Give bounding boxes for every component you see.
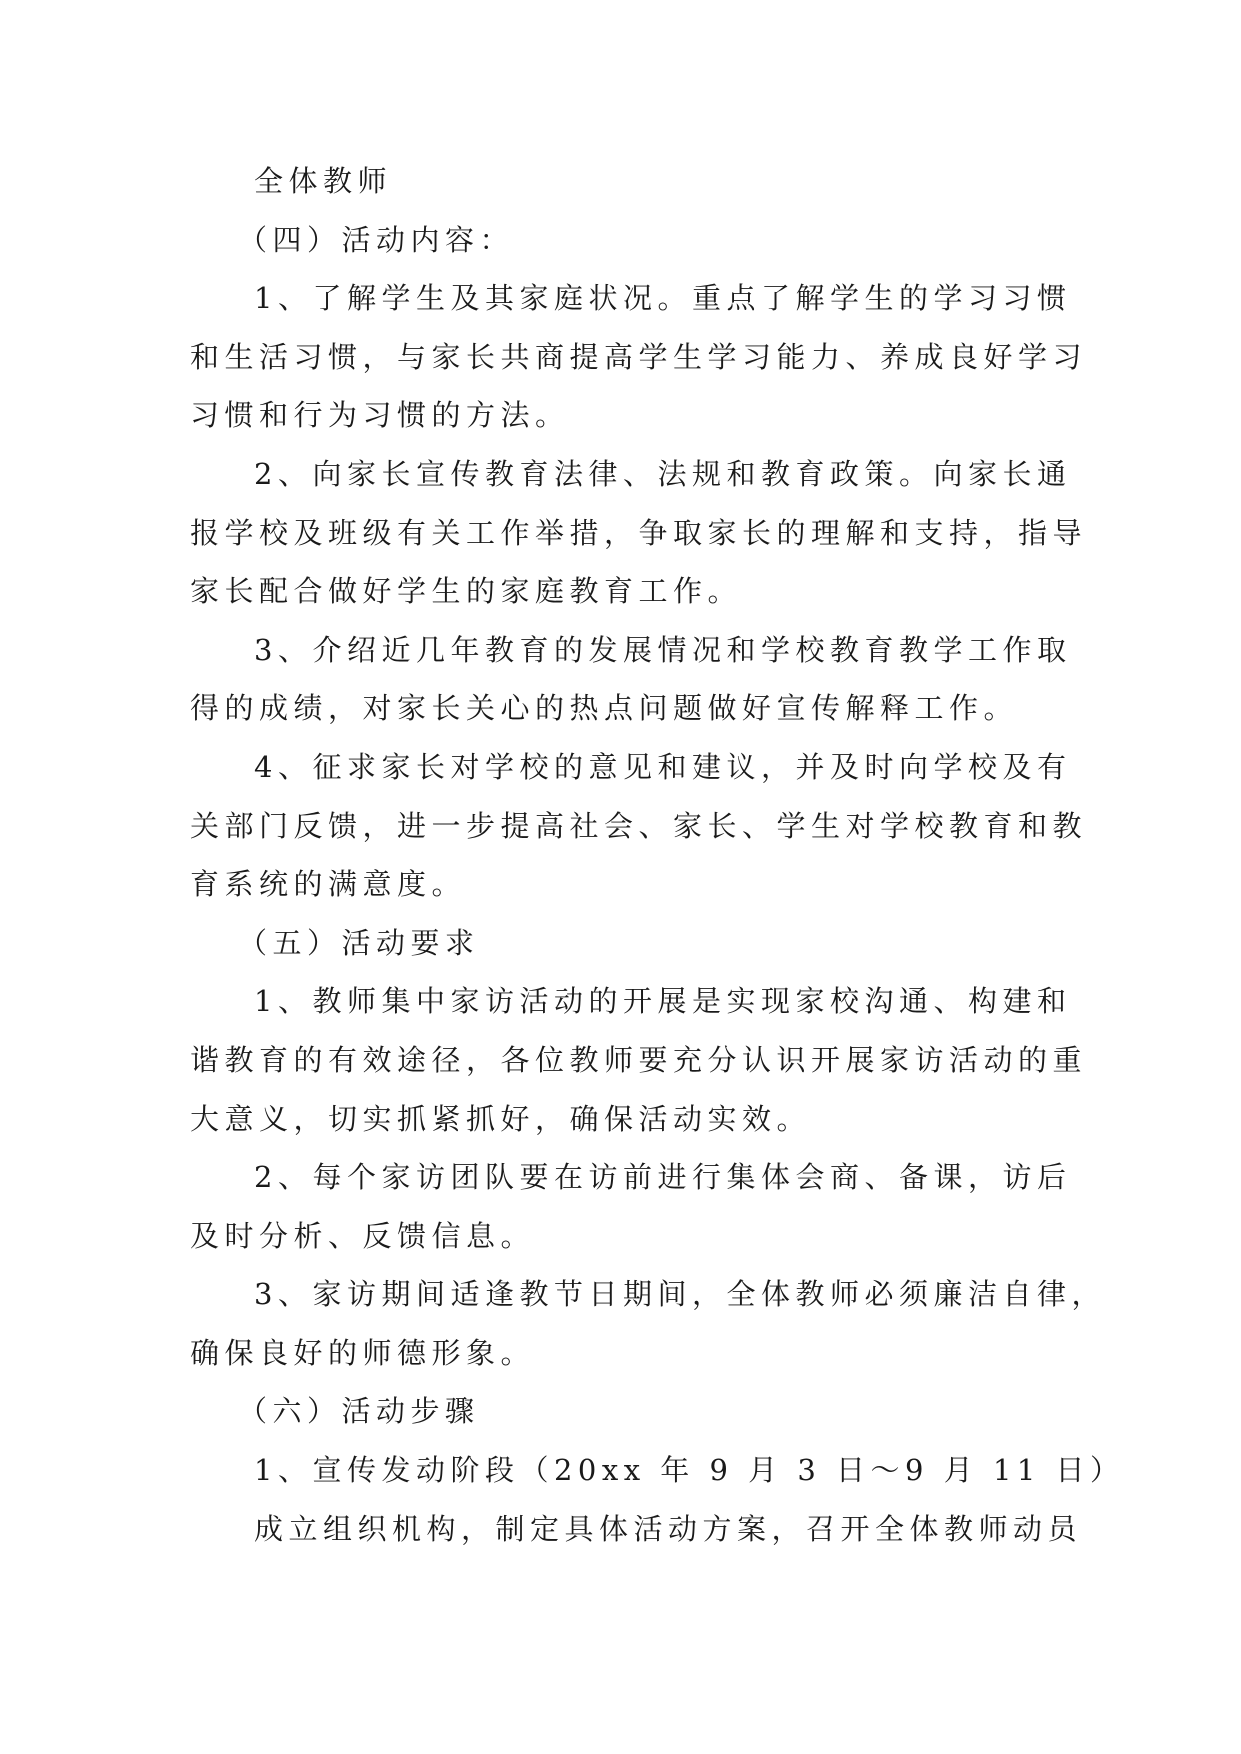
section-heading: （四）活动内容： bbox=[238, 222, 515, 257]
paragraph-line: 育系统的满意度。 bbox=[190, 867, 467, 902]
paragraph-line: 3、家访期间适逢教节日期间，全体教师必须廉洁自律， bbox=[254, 1277, 1106, 1312]
paragraph-line: 2、向家长宣传教育法律、法规和教育政策。向家长通 bbox=[254, 456, 1072, 491]
paragraph-line: 3、介绍近几年教育的发展情况和学校教育教学工作取 bbox=[254, 632, 1072, 667]
paragraph-line: 家长配合做好学生的家庭教育工作。 bbox=[190, 574, 743, 609]
paragraph-line: 得的成绩，对家长关心的热点问题做好宣传解释工作。 bbox=[190, 691, 1019, 726]
section-heading: （六）活动步骤 bbox=[238, 1394, 480, 1429]
paragraph-line: 关部门反馈，进一步提高社会、家长、学生对学校教育和教 bbox=[190, 808, 1088, 843]
paragraph-line: 1、教师集中家访活动的开展是实现家校沟通、构建和 bbox=[254, 984, 1072, 1019]
section-heading: （五）活动要求 bbox=[238, 925, 480, 960]
paragraph-line: 成立组织机构，制定具体活动方案，召开全体教师动员 bbox=[254, 1511, 1083, 1546]
paragraph-line: 全体教师 bbox=[254, 164, 393, 198]
paragraph-line: 2、每个家访团队要在访前进行集体会商、备课，访后 bbox=[254, 1160, 1072, 1195]
paragraph-line: 谐教育的有效途径，各位教师要充分认识开展家访活动的重 bbox=[190, 1042, 1088, 1077]
paragraph-line: 报学校及班级有关工作举措，争取家长的理解和支持，指导 bbox=[190, 515, 1088, 550]
paragraph-line: 习惯和行为习惯的方法。 bbox=[190, 398, 570, 433]
paragraph-line: 大意义，切实抓紧抓好，确保活动实效。 bbox=[190, 1101, 812, 1136]
paragraph-line: 和生活习惯，与家长共商提高学生学习能力、养成良好学习 bbox=[190, 339, 1088, 374]
paragraph-line: 确保良好的师德形象。 bbox=[190, 1335, 536, 1370]
document-body bbox=[190, 152, 1125, 1558]
paragraph-line: 1、宣传发动阶段（20xx 年 9 月 3 日～9 月 11 日） bbox=[254, 1453, 1125, 1488]
paragraph-line: 4、征求家长对学校的意见和建议，并及时向学校及有 bbox=[254, 749, 1072, 784]
paragraph-line: 1、了解学生及其家庭状况。重点了解学生的学习习惯 bbox=[254, 281, 1072, 316]
paragraph-line: 及时分析、反馈信息。 bbox=[190, 1218, 536, 1253]
